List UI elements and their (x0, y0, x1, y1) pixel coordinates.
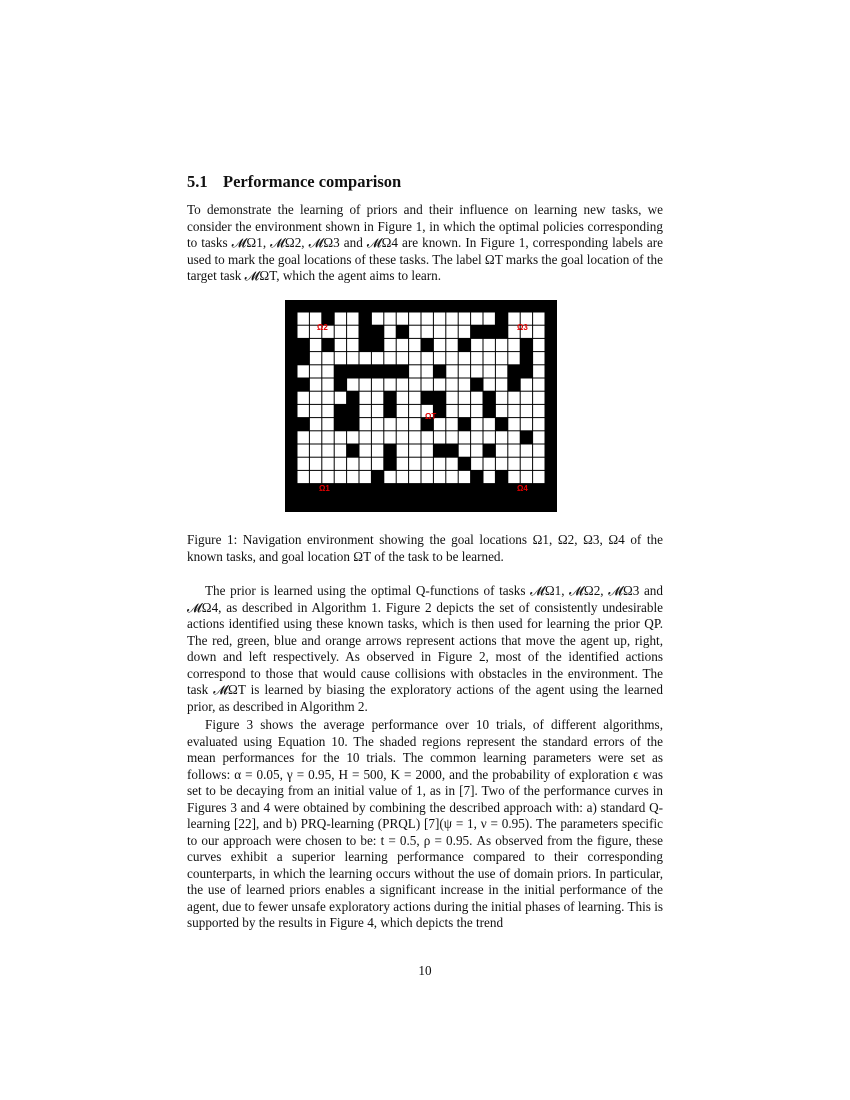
maze-cell (484, 339, 495, 351)
maze-cell (521, 392, 532, 404)
maze-cell (372, 405, 383, 417)
maze-cell (422, 431, 433, 443)
section-title: Performance comparison (223, 172, 402, 191)
maze-cell (397, 458, 408, 470)
maze-cell (434, 339, 445, 351)
maze-cell (409, 313, 420, 325)
maze-cell (397, 471, 408, 483)
maze-cell (496, 392, 507, 404)
maze-cell (533, 313, 544, 325)
maze-cell (384, 339, 395, 351)
maze-cell (298, 392, 309, 404)
maze-cell (496, 445, 507, 457)
maze-cell (484, 418, 495, 430)
maze-cell (360, 405, 371, 417)
maze-cell (372, 379, 383, 391)
maze-cell (310, 405, 321, 417)
maze-cell (335, 326, 346, 338)
maze-cell (322, 445, 333, 457)
maze-cell (372, 418, 383, 430)
maze-cell (533, 326, 544, 338)
maze-cell (434, 352, 445, 364)
maze-cell (360, 471, 371, 483)
maze-cell (335, 352, 346, 364)
maze-cell (322, 431, 333, 443)
maze-cell (310, 352, 321, 364)
maze-cell (409, 392, 420, 404)
maze-cell (422, 352, 433, 364)
maze-cell (409, 471, 420, 483)
maze-cell (322, 471, 333, 483)
paragraph-prior: The prior is learned using the optimal Q-functions of tasks 𝓜Ω1, 𝓜Ω2, 𝓜Ω3 and 𝓜Ω4, as described in Algorithm 1. Figure 2 depicts the set of consistently undesirable actions identified using these known tasks, which is then used for learning the prior QP. The red, green, blue and orange arrows represent actions that move the agent up, right, down and left respectively. As observed in Figure 2, most of the identified actions correspond to those that would cause collisions with obstacles in the environment. The task 𝓜ΩT is learned by biasing the exploratory actions of the agent using the learned prior, as described in Algorithm 2. (187, 583, 663, 714)
maze-cell (471, 445, 482, 457)
maze-cell (533, 418, 544, 430)
maze-cell (521, 405, 532, 417)
maze-cell (459, 352, 470, 364)
maze-cell (446, 405, 457, 417)
maze-cell (422, 458, 433, 470)
maze-grid (285, 300, 557, 512)
maze-cell (484, 471, 495, 483)
maze-cell (446, 313, 457, 325)
maze-cell (446, 471, 457, 483)
maze-cell (397, 418, 408, 430)
goal-label-omega3: Ω3 (517, 323, 528, 332)
maze-cell (347, 458, 358, 470)
maze-cell (484, 352, 495, 364)
maze-cell (434, 313, 445, 325)
maze-cell (422, 326, 433, 338)
maze-cell (446, 458, 457, 470)
maze-cell (409, 445, 420, 457)
maze-cell (471, 339, 482, 351)
maze-cell (533, 445, 544, 457)
section-number: 5.1 (187, 172, 208, 191)
maze-cell (459, 471, 470, 483)
maze-cell (508, 458, 519, 470)
section-heading (187, 172, 401, 192)
maze-cell (322, 458, 333, 470)
maze-cell (459, 431, 470, 443)
maze-cell (335, 313, 346, 325)
maze-cell (446, 326, 457, 338)
maze-cell (409, 379, 420, 391)
maze-cell (310, 339, 321, 351)
maze-cell (298, 326, 309, 338)
maze-cell (347, 339, 358, 351)
maze-cell (397, 313, 408, 325)
maze-cell (446, 379, 457, 391)
maze-cell (508, 352, 519, 364)
maze-cell (446, 418, 457, 430)
maze-cell (496, 339, 507, 351)
maze-cell (521, 418, 532, 430)
maze-cell (397, 431, 408, 443)
maze-cell (372, 431, 383, 443)
maze-cell (521, 379, 532, 391)
maze-cell (409, 418, 420, 430)
figure-caption: Figure 1: Navigation environment showing the goal locations Ω1, Ω2, Ω3, Ω4 of the known tasks, and goal location ΩT of the task to be learned. (187, 532, 663, 564)
maze-cell (471, 405, 482, 417)
maze-cell (434, 471, 445, 483)
maze-cell (409, 326, 420, 338)
maze-cell (310, 431, 321, 443)
maze-cell (434, 431, 445, 443)
maze-cell (422, 471, 433, 483)
maze-cell (459, 405, 470, 417)
maze-cell (446, 431, 457, 443)
page-number: 10 (418, 963, 432, 978)
maze-cell (384, 326, 395, 338)
maze-cell (397, 379, 408, 391)
maze-cell (397, 445, 408, 457)
paragraph-intro: To demonstrate the learning of priors and their influence on learning new tasks, we consider the environment shown in Figure 1, in which the optimal policies corresponding to tasks 𝓜Ω1, 𝓜Ω2, 𝓜Ω3 and 𝓜Ω4 are known. In Figure 1, corresponding labels are used to mark the goal locations of these tasks. The label ΩT marks the goal location of the target task 𝓜ΩT, which the agent aims to learn. (187, 202, 663, 283)
maze-cell (422, 379, 433, 391)
maze-cell (508, 445, 519, 457)
goal-label-omega-t: ΩT (425, 412, 437, 421)
maze-cell (446, 365, 457, 377)
maze-cell (347, 379, 358, 391)
maze-cell (533, 339, 544, 351)
maze-cell (335, 445, 346, 457)
maze-cell (508, 405, 519, 417)
maze-cell (360, 445, 371, 457)
maze-cell (459, 379, 470, 391)
maze-cell (397, 392, 408, 404)
maze-cell (484, 431, 495, 443)
maze-cell (335, 339, 346, 351)
maze-cell (322, 418, 333, 430)
maze-cell (521, 445, 532, 457)
maze-cell (446, 352, 457, 364)
maze-cell (335, 392, 346, 404)
maze-cell (508, 339, 519, 351)
maze-cell (521, 458, 532, 470)
goal-label-omega2: Ω2 (317, 323, 328, 332)
maze-cell (384, 431, 395, 443)
maze-cell (322, 352, 333, 364)
maze-cell (533, 458, 544, 470)
maze-cell (533, 365, 544, 377)
maze-cell (496, 352, 507, 364)
maze-cell (298, 471, 309, 483)
maze-cell (360, 379, 371, 391)
maze-cell (347, 313, 358, 325)
maze-cell (508, 392, 519, 404)
maze-cell (372, 445, 383, 457)
maze-cell (310, 392, 321, 404)
navigation-environment-figure (285, 300, 557, 512)
maze-cell (409, 405, 420, 417)
maze-cell (409, 339, 420, 351)
maze-cell (322, 365, 333, 377)
maze-cell (434, 326, 445, 338)
maze-cell (322, 405, 333, 417)
maze-cell (484, 365, 495, 377)
maze-cell (298, 365, 309, 377)
maze-cell (422, 365, 433, 377)
maze-cell (471, 313, 482, 325)
maze-cell (533, 392, 544, 404)
maze-cell (521, 471, 532, 483)
maze-cell (434, 379, 445, 391)
maze-cell (372, 458, 383, 470)
maze-cell (508, 471, 519, 483)
maze-cell (409, 365, 420, 377)
maze-cell (446, 339, 457, 351)
maze-cell (459, 326, 470, 338)
maze-cell (310, 379, 321, 391)
maze-cell (471, 458, 482, 470)
maze-cell (496, 405, 507, 417)
maze-cell (384, 352, 395, 364)
maze-cell (310, 458, 321, 470)
maze-cell (372, 392, 383, 404)
maze-cell (446, 392, 457, 404)
maze-cell (496, 458, 507, 470)
maze-cell (409, 352, 420, 364)
maze-cell (298, 313, 309, 325)
maze-cell (360, 418, 371, 430)
maze-cell (360, 458, 371, 470)
maze-cell (434, 458, 445, 470)
maze-cell (360, 431, 371, 443)
maze-cell (310, 365, 321, 377)
maze-cell (484, 458, 495, 470)
maze-cell (496, 431, 507, 443)
maze-cell (459, 392, 470, 404)
maze-cell (422, 445, 433, 457)
maze-cell (508, 431, 519, 443)
maze-cell (459, 365, 470, 377)
maze-cell (335, 471, 346, 483)
maze-cell (335, 431, 346, 443)
maze-cell (484, 313, 495, 325)
maze-cell (384, 418, 395, 430)
maze-cell (471, 431, 482, 443)
goal-label-omega4: Ω4 (517, 484, 528, 493)
maze-cell (360, 352, 371, 364)
maze-cell (397, 339, 408, 351)
maze-cell (471, 418, 482, 430)
maze-cell (533, 431, 544, 443)
maze-cell (459, 445, 470, 457)
maze-cell (347, 471, 358, 483)
maze-cell (471, 392, 482, 404)
maze-cell (496, 379, 507, 391)
paragraph-performance: Figure 3 shows the average performance over 10 trials, of different algorithms, evaluated using Equation 10. The shaded regions represent the standard errors of the mean performances for the 10 trials. The common learning parameters were set as follows: α = 0.05, γ = 0.95, H = 500, K = 2000, and the probability of exploration ϵ was set to be decaying from an initial value of 1, as in [7]. Two of the performance curves in Figures 3 and 4 were obtained by combining the described approach with: a) standard Q-learning [22], and b) PRQ-learning (PRQL) [7](ψ = 1, ν = 0.95). The parameters specific to our approach were chosen to be: t = 0.5, ρ = 0.95. As observed from the figure, these curves exhibit a superior learning performance compared to their corresponding counterparts, in which the learning occurs without the use of domain priors. In particular, the use of learned priors enables a significant increase in the initial performance of the agent, due to fewer unsafe exploratory actions during the initial phases of learning. This is supported by the results in Figure 4, which depicts the trend (187, 717, 663, 930)
maze-cell (409, 431, 420, 443)
maze-cell (360, 392, 371, 404)
maze-cell (372, 352, 383, 364)
maze-cell (322, 392, 333, 404)
maze-cell (508, 418, 519, 430)
maze-cell (496, 365, 507, 377)
maze-cell (372, 313, 383, 325)
goal-label-omega1: Ω1 (319, 484, 330, 493)
maze-cell (471, 352, 482, 364)
maze-cell (397, 352, 408, 364)
maze-cell (310, 418, 321, 430)
maze-cell (533, 405, 544, 417)
maze-cell (347, 326, 358, 338)
maze-cell (484, 379, 495, 391)
maze-cell (298, 445, 309, 457)
maze-cell (533, 471, 544, 483)
maze-cell (422, 313, 433, 325)
maze-cell (384, 379, 395, 391)
maze-cell (298, 458, 309, 470)
maze-cell (533, 352, 544, 364)
maze-cell (384, 313, 395, 325)
maze-cell (298, 405, 309, 417)
maze-cell (347, 431, 358, 443)
maze-cell (322, 379, 333, 391)
maze-cell (310, 471, 321, 483)
maze-cell (310, 445, 321, 457)
maze-cell (335, 458, 346, 470)
maze-cell (384, 471, 395, 483)
maze-cell (347, 352, 358, 364)
maze-cell (533, 379, 544, 391)
maze-cell (298, 431, 309, 443)
maze-cell (409, 458, 420, 470)
maze-cell (397, 405, 408, 417)
maze-cell (471, 365, 482, 377)
maze-cell (459, 313, 470, 325)
